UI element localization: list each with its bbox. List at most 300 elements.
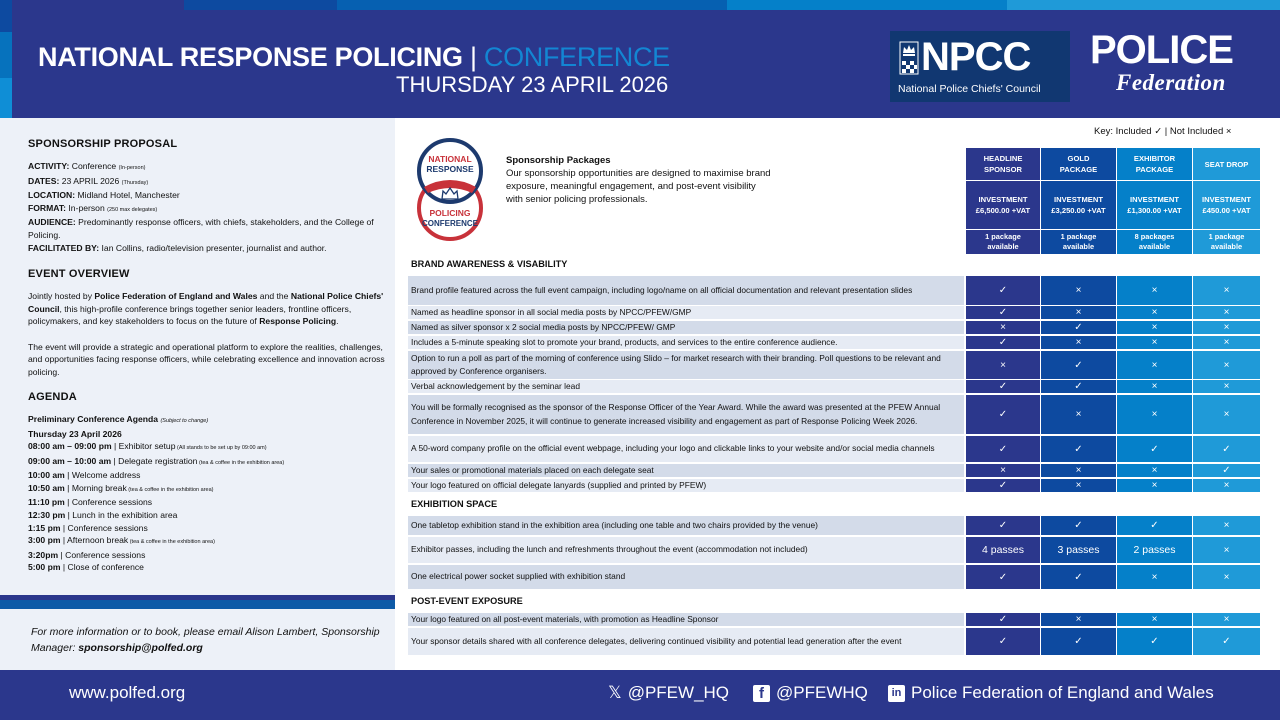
check-icon: ✓ (1150, 520, 1159, 531)
table-cell (1117, 464, 1192, 477)
proposal-note: (Thursday) (121, 179, 149, 186)
divider-bar (0, 600, 395, 609)
table-row-description (408, 436, 964, 462)
table-cell (966, 436, 1040, 462)
availability-label: available (1210, 242, 1243, 251)
package-name: PACKAGE (1059, 165, 1098, 174)
footer (0, 670, 1280, 720)
proposal-value: In-person (68, 202, 105, 213)
sponsorship-intro (506, 154, 771, 206)
page-title (38, 42, 670, 73)
investment-label: INVESTMENT (978, 195, 1028, 204)
agenda-activity: Close of conference (67, 562, 144, 573)
check-icon: ✓ (1150, 636, 1159, 647)
agenda-item (28, 509, 388, 522)
table-row-description (408, 479, 964, 492)
website-link[interactable]: www.polfed.org (69, 683, 186, 702)
cross-icon: × (1223, 322, 1230, 333)
package-name-cell (1117, 148, 1192, 180)
check-icon: ✓ (1222, 443, 1231, 455)
agenda-separator: | (58, 549, 66, 560)
table-cell (966, 516, 1040, 535)
event-date: THURSDAY 23 APRIL 2026 (396, 72, 669, 97)
check-icon: ✓ (998, 480, 1008, 491)
table-row-description (408, 565, 964, 589)
table-cell (1117, 628, 1192, 655)
investment-label: INVESTMENT (1202, 195, 1251, 204)
linkedin-link[interactable] (888, 683, 1214, 703)
contact-panel (0, 609, 395, 670)
table-cell (1041, 436, 1116, 462)
availability-label: available (1062, 242, 1095, 251)
agenda-item (28, 522, 388, 535)
crown-crest-icon (899, 41, 919, 75)
facebook-icon: f (753, 685, 770, 702)
proposal-value: Predominantly response officers, with chiefs, stakeholders, and the College of Policing. (28, 217, 374, 240)
cross-icon: × (1223, 307, 1230, 318)
table-cell (1041, 276, 1116, 305)
table-cell (1193, 537, 1260, 563)
agenda-separator: | (111, 455, 119, 466)
cross-icon: × (1075, 480, 1082, 491)
agenda-activity: Lunch in the exhibition area (72, 510, 178, 521)
agenda-time: 08:00 am – 09:00 pm (28, 441, 112, 452)
proposal-details (28, 160, 388, 254)
table-cell (966, 479, 1040, 492)
check-icon: ✓ (998, 614, 1008, 625)
overview-text: , this high-profile conference brings together senior leaders, frontline officers, policymakers, and key stakeholders to focus on the future of (28, 303, 352, 327)
table-cell (1041, 516, 1116, 535)
agenda-activity: Afternoon break (67, 535, 129, 546)
table-cell (1041, 628, 1116, 655)
package-availability-cell (966, 230, 1040, 254)
table-cell (1193, 436, 1260, 462)
package-name-cell (1041, 148, 1116, 180)
table-cell (1193, 321, 1260, 334)
proposal-item (28, 202, 388, 217)
check-icon: ✓ (1150, 443, 1159, 455)
proposal-label: LOCATION: (28, 190, 76, 201)
proposal-heading: SPONSORSHIP PROPOSAL (28, 138, 178, 150)
check-icon: ✓ (998, 307, 1008, 318)
cross-icon: × (1223, 480, 1230, 491)
table-cell (1193, 628, 1260, 655)
table-cell (1193, 276, 1260, 305)
agenda-subheading-note: (Subject to change) (160, 417, 209, 424)
check-icon: ✓ (1074, 520, 1083, 531)
table-row-description (408, 628, 964, 655)
proposal-value: 23 APRIL 2026 (61, 175, 120, 186)
check-icon: ✓ (998, 443, 1008, 455)
agenda-separator: | (64, 497, 72, 508)
table-cell (1117, 380, 1192, 393)
logo-line-2: RESPONSE (426, 164, 474, 174)
agenda-note: (tea & coffee in the exhibition area) (128, 539, 215, 546)
table-cell (966, 628, 1040, 655)
proposal-item (28, 189, 388, 202)
check-icon: ✓ (998, 571, 1008, 583)
package-price-cell (1117, 181, 1192, 229)
passes-value: 4 passes (981, 544, 1025, 556)
availability-count: 1 package (1208, 232, 1245, 241)
overview-bold: National Police Chiefs' Council (28, 291, 384, 314)
table-cell (1193, 380, 1260, 393)
table-cell (1193, 479, 1260, 492)
table-cell (966, 537, 1040, 563)
table-cell (1041, 306, 1116, 319)
check-icon: ✓ (998, 285, 1008, 296)
table-cell (1117, 565, 1192, 589)
package-price: £1,300.00 +VAT (1127, 206, 1182, 215)
check-icon: ✓ (998, 337, 1008, 348)
cross-icon: × (1075, 285, 1082, 296)
proposal-value: Ian Collins, radio/television presenter, journalist and author. (101, 242, 327, 253)
x-icon: 𝕏 (608, 683, 622, 702)
agenda-separator: | (60, 535, 68, 546)
cross-icon: × (1075, 614, 1082, 625)
investment-label: INVESTMENT (1054, 195, 1103, 204)
table-row-description (408, 464, 964, 477)
agenda-note: (tea & coffee in the exhibition area) (197, 459, 285, 466)
table-cell (966, 464, 1040, 477)
agenda-time: 5:00 pm (28, 562, 61, 573)
proposal-value: Midland Hotel, Manchester (77, 190, 180, 201)
package-price-cell (1193, 181, 1260, 229)
agenda-separator: | (111, 441, 119, 452)
table-cell (1041, 537, 1116, 563)
table-cell (1193, 336, 1260, 349)
cross-icon: × (1223, 337, 1230, 348)
agenda-note: (tea & coffee in the exhibition area) (126, 486, 214, 493)
agenda-time: 10:00 am (28, 470, 65, 481)
agenda-date-text: Thursday 23 April 2026 (28, 428, 122, 439)
benefit-text: Exhibitor passes, including the lunch and refreshments throughout the event (accommodation not included) (411, 544, 808, 555)
pf-wordmark: POLICE (1090, 28, 1233, 72)
title-accent: CONFERENCE (483, 42, 670, 72)
cross-icon: × (1151, 465, 1158, 476)
package-price: £6,500.00 +VAT (975, 206, 1031, 215)
table-cell (1193, 516, 1260, 535)
cross-icon: × (1151, 322, 1158, 333)
availability-label: available (1138, 242, 1171, 251)
table-row-description (408, 321, 964, 334)
benefit-text: Verbal acknowledgement by the seminar lead (411, 380, 580, 391)
passes-value: 2 passes (1133, 544, 1176, 556)
conference-logo (410, 135, 490, 245)
agenda-item (28, 561, 388, 574)
agenda-item (28, 496, 388, 509)
agenda-time: 3:00 pm (28, 535, 61, 546)
cross-icon: × (1223, 285, 1230, 296)
agenda-separator: | (60, 562, 68, 573)
table-cell (966, 613, 1040, 626)
table-cell (966, 336, 1040, 349)
agenda-list (28, 440, 388, 574)
cross-icon: × (1223, 409, 1230, 420)
agenda-activity: Morning break (71, 482, 127, 493)
table-row-description (408, 276, 964, 305)
agenda-time: 11:10 pm (28, 497, 65, 508)
cross-icon: × (1075, 307, 1082, 318)
cross-icon: × (1151, 337, 1158, 348)
table-cell (966, 565, 1040, 589)
check-icon: ✓ (1222, 465, 1231, 476)
cross-icon: × (1000, 359, 1006, 371)
cross-icon: × (1223, 614, 1230, 625)
proposal-label: FACILITATED BY: (28, 242, 100, 253)
overview-bold: Response Policing (259, 316, 337, 327)
agenda-activity: Welcome address (71, 470, 141, 481)
npcc-logo (890, 31, 1070, 102)
proposal-value: Conference (71, 161, 117, 171)
agenda-activity: Conference sessions (71, 497, 153, 508)
cross-icon: × (1000, 322, 1006, 333)
proposal-item (28, 160, 388, 175)
table-cell (966, 276, 1040, 305)
cross-icon: × (1223, 381, 1230, 392)
pf-federation-text: Federation (1116, 70, 1226, 95)
header-stripe (727, 0, 1007, 10)
cross-icon: × (1151, 614, 1158, 625)
agenda-item (28, 549, 388, 562)
agenda-activity: Exhibitor setup (118, 441, 176, 452)
table-cell (1117, 395, 1192, 434)
proposal-note: (250 max delegates) (107, 206, 158, 213)
agenda-item (28, 440, 388, 455)
agenda-activity: Conference sessions (67, 522, 148, 533)
agenda-time: 12:30 pm (28, 510, 66, 521)
agenda-separator: | (60, 522, 68, 533)
package-name-cell (966, 148, 1040, 180)
x-link[interactable] (608, 683, 729, 703)
benefit-text: Your sponsor details shared with all conference delegates, delivering continued visibility and potential lead generation after the event (411, 635, 902, 646)
passes-value: 3 passes (1057, 544, 1100, 556)
logo-line-3: POLICING (429, 208, 471, 218)
side-stripe (0, 32, 12, 78)
table-cell (1117, 436, 1192, 462)
availability-count: 1 package (1060, 232, 1097, 241)
header-banner (0, 0, 1280, 118)
linkedin-icon: in (888, 685, 905, 702)
table-cell (1117, 516, 1192, 535)
check-icon: ✓ (998, 636, 1008, 647)
agenda-note: (All stands to be set up by 09:00 am) (175, 445, 267, 452)
header-stripe (70, 0, 184, 10)
logo-line-4: CONFERENCE (421, 219, 479, 228)
table-cell (1041, 479, 1116, 492)
agenda-time: 1:15 pm (28, 522, 61, 533)
table-cell (966, 351, 1040, 379)
agenda-subheading-text: Preliminary Conference Agenda (28, 413, 159, 424)
side-stripe (0, 0, 12, 32)
proposal-item (28, 242, 388, 255)
package-name-cell (1193, 148, 1260, 180)
table-cell (1041, 464, 1116, 477)
package-availability-cell (1193, 230, 1260, 254)
table-cell (1193, 565, 1260, 589)
table-row-description (408, 336, 964, 349)
table-row-description (408, 306, 964, 319)
contact-message: For more information or to book, please email Alison Lambert, Sponsorship Manager: (31, 626, 380, 654)
facebook-handle: @PFEWHQ (776, 683, 868, 702)
availability-count: 1 package (985, 232, 1021, 241)
benefit-text: Includes a 5-minute speaking slot to promote your brand, products, and services to the entire conference audience. (411, 336, 838, 347)
table-row-description (408, 395, 964, 434)
benefit-text: One electrical power socket supplied with exhibition stand (411, 571, 626, 582)
package-price: £3,250.00 +VAT (1051, 206, 1106, 215)
check-icon: ✓ (998, 409, 1008, 420)
benefit-text: Option to run a poll as part of the morning of conference using Slido – for market research with their branding. Poll questions to be relevant and approved by Conference organisers. (411, 352, 941, 376)
agenda-separator: | (65, 510, 73, 521)
check-icon: ✓ (1074, 322, 1083, 333)
overview-bold: Police Federation of England and Wales (94, 291, 258, 302)
cross-icon: × (1151, 307, 1158, 318)
agenda-time: 10:50 am (28, 482, 65, 493)
table-cell (1193, 306, 1260, 319)
police-federation-logo (1090, 28, 1270, 98)
title-separator: | (469, 42, 477, 72)
availability-count: 8 packages (1134, 232, 1175, 241)
table-cell (1041, 380, 1116, 393)
cross-icon: × (1151, 480, 1158, 491)
benefit-text: Your logo featured on all post-event materials, with promotion as Headline Sponsor (411, 613, 719, 624)
cross-icon: × (1223, 520, 1230, 531)
left-info-panel (0, 118, 395, 595)
package-name: SPONSOR (984, 165, 1022, 174)
cross-icon: × (1151, 409, 1158, 420)
table-cell (1193, 613, 1260, 626)
agenda-subheading (28, 413, 388, 428)
check-icon: ✓ (1074, 443, 1083, 455)
table-cell (1117, 276, 1192, 305)
proposal-note: (In-person) (118, 165, 146, 171)
cross-icon: × (1075, 337, 1082, 348)
cross-icon: × (1151, 571, 1158, 583)
agenda-date (28, 428, 388, 441)
overview-paragraph-2: The event will provide a strategic and operational platform to explore the realities, challenges, and opportunities facing response officers, while celebrating excellence and innovation across policing. (28, 341, 385, 377)
contact-text (31, 624, 391, 656)
section-heading: EXHIBITION SPACE (411, 499, 498, 509)
check-icon: ✓ (1074, 381, 1083, 392)
agenda-heading: AGENDA (28, 390, 77, 403)
cross-icon: × (1223, 544, 1230, 556)
overview-text: . (336, 316, 339, 327)
benefit-text: Named as headline sponsor in all social media posts by NPCC/PFEW/GMP (411, 306, 692, 317)
facebook-link[interactable] (753, 683, 868, 703)
package-name: PACKAGE (1135, 165, 1174, 174)
agenda-item (28, 469, 388, 482)
cross-icon: × (1075, 409, 1082, 420)
cross-icon: × (1151, 359, 1158, 371)
benefit-text: Brand profile featured across the full event campaign, including logo/name on all official documentation and relevant presentation slides (411, 284, 913, 295)
intro-body: Our sponsorship opportunities are designed to maximise brand exposure, meaningful engagement, and post-event visibility with senior policing professionals. (506, 168, 771, 205)
table-cell (1117, 479, 1192, 492)
table-cell (966, 395, 1040, 434)
cross-icon: × (1075, 465, 1082, 476)
contact-email-link[interactable]: sponsorship@polfed.org (78, 642, 203, 654)
proposal-item (28, 175, 388, 190)
proposal-label: AUDIENCE: (28, 217, 76, 228)
benefit-text: Named as silver sponsor x 2 social media posts by NPCC/PFEW/ GMP (411, 321, 676, 332)
agenda-item (28, 482, 388, 497)
agenda-item (28, 534, 388, 549)
legend-key: Key: Included ✓ | Not Included × (1094, 126, 1232, 137)
table-cell (966, 321, 1040, 334)
package-price-cell (966, 181, 1040, 229)
section-heading: BRAND AWARENESS & VISABILITY (411, 259, 568, 269)
table-cell (1117, 351, 1192, 379)
header-stripe (1007, 0, 1280, 10)
table-cell (1041, 613, 1116, 626)
table-cell (966, 380, 1040, 393)
intro-heading: Sponsorship Packages (506, 155, 611, 166)
table-cell (1041, 336, 1116, 349)
table-cell (1041, 565, 1116, 589)
cross-icon: × (1000, 465, 1006, 476)
check-icon: ✓ (1074, 359, 1083, 371)
agenda-time: 3:20pm (28, 549, 59, 560)
table-cell (1117, 306, 1192, 319)
package-name: HEADLINE (983, 154, 1023, 163)
table-cell (1117, 613, 1192, 626)
side-stripe (0, 78, 12, 118)
benefit-text: You will be formally recognised as the sponsor of the Response Officer of the Year Award. While the award was presented at the PFEW Annual Conference in November 2025, it will continue to generate increased visibility and engagement as part of Response Policing Week 2026. (411, 402, 941, 426)
proposal-label: ACTIVITY: (28, 161, 70, 171)
table-row-description (408, 380, 964, 393)
table-cell (1117, 336, 1192, 349)
table-cell (1193, 464, 1260, 477)
benefit-text: Your sales or promotional materials placed on each delegate seat (411, 464, 654, 475)
agenda-separator: | (64, 470, 72, 481)
package-availability-cell (1117, 230, 1192, 254)
header-stripe (487, 0, 727, 10)
agenda-activity: Conference sessions (65, 549, 146, 560)
check-icon: ✓ (998, 381, 1008, 392)
cross-icon: × (1151, 381, 1158, 392)
table-cell (1041, 321, 1116, 334)
x-handle: @PFEW_HQ (627, 683, 730, 702)
check-icon: ✓ (1222, 636, 1231, 647)
table-cell (966, 306, 1040, 319)
package-name: GOLD (1067, 154, 1090, 163)
overview-text: and the (257, 291, 291, 302)
table-cell (1041, 351, 1116, 379)
title-main: NATIONAL RESPONSE POLICING (38, 42, 463, 72)
header-stripe (184, 0, 337, 10)
table-row-description (408, 351, 964, 379)
linkedin-name: Police Federation of England and Wales (911, 683, 1214, 702)
agenda-activity: Delegate registration (118, 455, 198, 466)
table-cell (1193, 351, 1260, 379)
logo-line-1: NATIONAL (428, 154, 472, 164)
cross-icon: × (1223, 571, 1230, 583)
table-cell (1041, 395, 1116, 434)
proposal-label: DATES: (28, 175, 60, 186)
package-availability-cell (1041, 230, 1116, 254)
overview-paragraph-1 (28, 290, 388, 328)
proposal-label: FORMAT: (28, 202, 67, 213)
benefit-text: Your logo featured on official delegate lanyards (supplied and printed by PFEW) (411, 479, 707, 490)
overview-text: Jointly hosted by (28, 291, 95, 302)
benefit-text: One tabletop exhibition stand in the exhibition area (including one table and two chairs provided by the venue) (411, 519, 818, 530)
npcc-wordmark: NPCC (921, 35, 1031, 79)
table-row-description (408, 516, 964, 535)
table-cell (1117, 321, 1192, 334)
table-row-description (408, 537, 964, 563)
overview-heading: EVENT OVERVIEW (28, 268, 130, 281)
cross-icon: × (1151, 285, 1158, 296)
npcc-full-name: National Police Chiefs' Council (898, 83, 1041, 95)
